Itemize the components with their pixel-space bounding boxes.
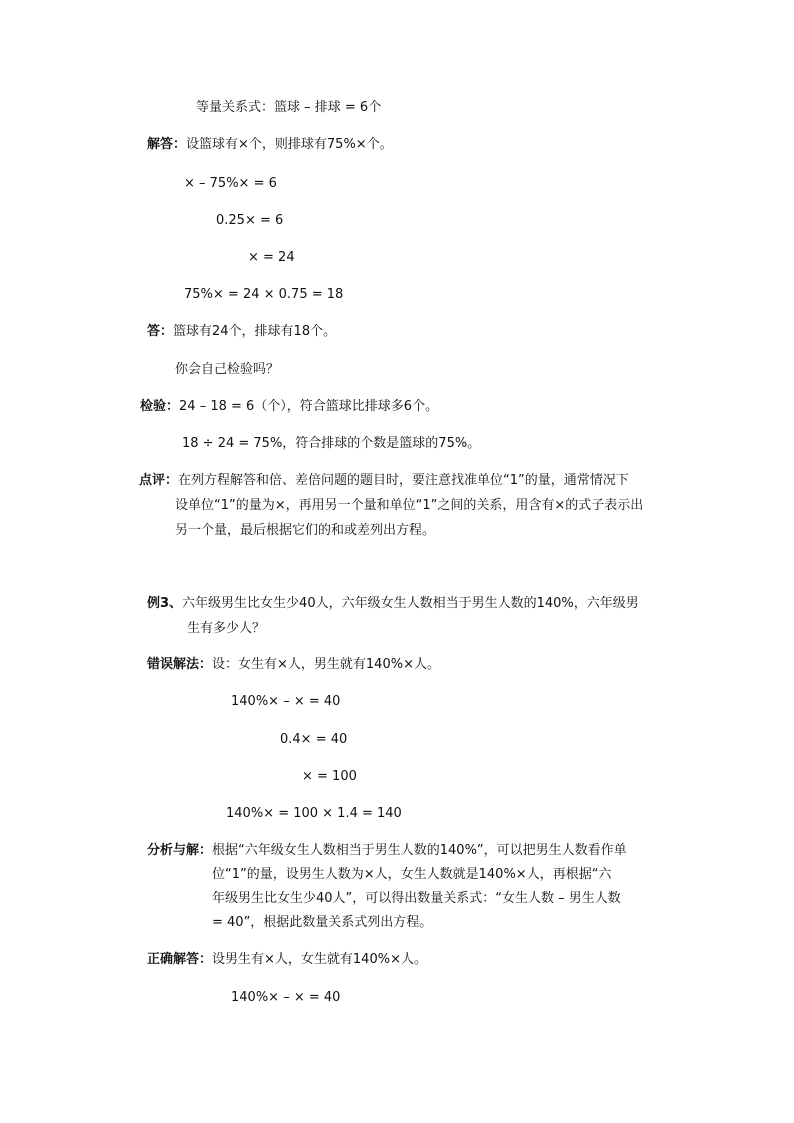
wrong-solution-label: 错误解法： xyxy=(147,657,213,672)
equation-1: × – 75%× = 6 xyxy=(184,176,277,191)
correct-equation-1: 140%× – × = 40 xyxy=(231,990,341,1005)
example-3-label: 例3、 xyxy=(147,596,183,611)
correct-solution-line xyxy=(147,951,427,969)
check-label: 检验： xyxy=(140,399,180,414)
example-3-text-1: 六年级男生比女生少40人，六年级女生人数相当于男生人数的140%，六年级男 xyxy=(182,596,639,611)
check-text: 24 – 18 = 6（个），符合篮球比排球多6个。 xyxy=(179,399,439,414)
solution-line xyxy=(147,136,393,154)
comment-line-2: 设单位“1”的量为×，再用另一个量和单位“1”之间的关系，用含有×的式子表示出 xyxy=(175,498,644,513)
example-3-line-1 xyxy=(147,595,639,613)
analysis-line-2: 位“1”的量，设男生人数为×人，女生人数就是140%×人，再根据“六 xyxy=(212,867,612,882)
analysis-label: 分析与解： xyxy=(147,843,213,858)
wrong-equation-1: 140%× – × = 40 xyxy=(231,694,341,709)
comment-text-1: 在列方程解答和倍、差倍问题的题目时，要注意找准单位“1”的量，通常情况下 xyxy=(178,473,629,488)
check-line xyxy=(140,398,438,416)
answer-line xyxy=(147,323,336,341)
answer-text: 篮球有24个，排球有18个。 xyxy=(173,324,337,339)
correct-solution-text: 设男生有×人，女生就有140%×人。 xyxy=(212,952,427,967)
comment-line-1 xyxy=(139,472,629,490)
analysis-line-4: = 40”，根据此数量关系式列出方程。 xyxy=(212,915,433,930)
answer-label: 答： xyxy=(147,324,174,339)
correct-solution-label: 正确解答： xyxy=(147,952,213,967)
wrong-solution-text: 设：女生有×人，男生就有140%×人。 xyxy=(212,657,440,672)
analysis-line-1 xyxy=(147,842,627,860)
solution-label: 解答： xyxy=(147,137,187,152)
equation-4: 75%× = 24 × 0.75 = 18 xyxy=(184,287,344,302)
equation-3: × = 24 xyxy=(248,250,295,265)
comment-label: 点评： xyxy=(139,473,179,488)
wrong-solution-line xyxy=(147,656,440,674)
comment-line-3: 另一个量，最后根据它们的和或差列出方程。 xyxy=(175,523,436,538)
question-line: 你会自己检验吗？ xyxy=(175,362,280,377)
relation-line: 等量关系式：篮球 – 排球 = 6个 xyxy=(196,100,382,115)
solution-text: 设篮球有×个，则排球有75%×个。 xyxy=(186,137,393,152)
example-3-line-2: 生有多少人？ xyxy=(187,621,266,636)
wrong-equation-3: × = 100 xyxy=(302,769,357,784)
analysis-line-3: 年级男生比女生少40人”，可以得出数量关系式：“女生人数 – 男生人数 xyxy=(212,891,621,906)
check-line-2: 18 ÷ 24 = 75%，符合排球的个数是篮球的75%。 xyxy=(182,436,481,451)
analysis-text-1: 根据“六年级女生人数相当于男生人数的140%”，可以把男生人数看作单 xyxy=(212,843,627,858)
wrong-equation-4: 140%× = 100 × 1.4 = 140 xyxy=(226,806,402,821)
wrong-equation-2: 0.4× = 40 xyxy=(280,732,348,747)
equation-2: 0.25× = 6 xyxy=(216,213,284,228)
